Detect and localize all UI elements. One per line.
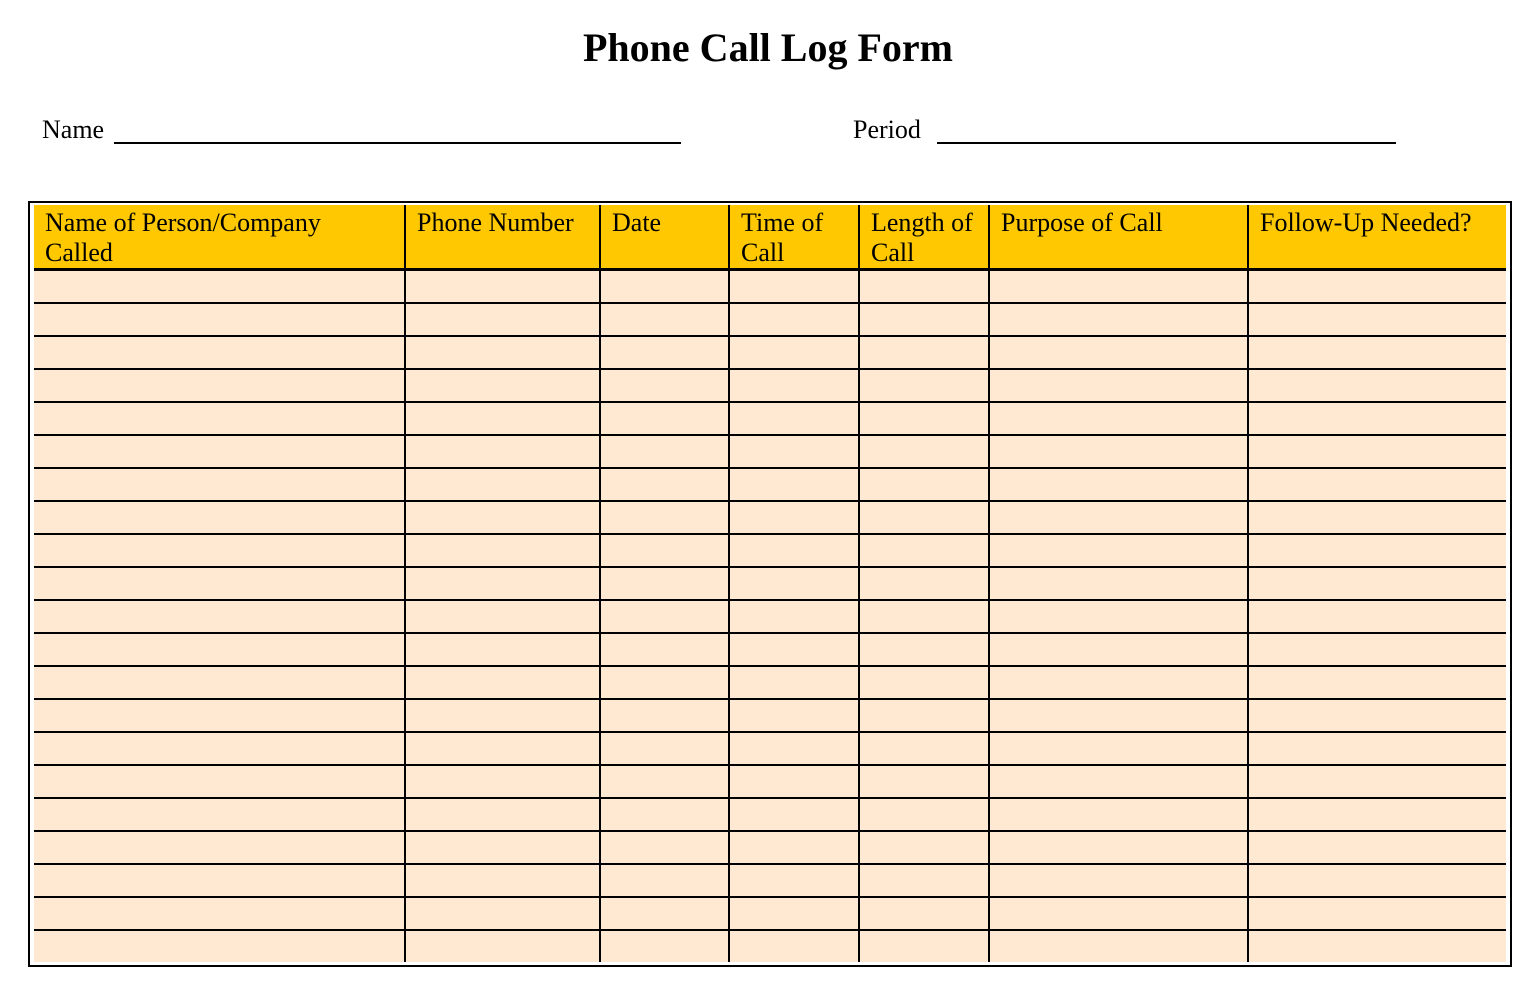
table-row bbox=[34, 666, 1506, 699]
table-cell[interactable] bbox=[405, 666, 600, 699]
table-cell[interactable] bbox=[34, 765, 405, 798]
table-row bbox=[34, 468, 1506, 501]
table-cell[interactable] bbox=[729, 534, 859, 567]
table-row bbox=[34, 534, 1506, 567]
table-cell[interactable] bbox=[729, 798, 859, 831]
table-cell[interactable] bbox=[1248, 336, 1506, 369]
table-row bbox=[34, 897, 1506, 930]
column-header-follow-up: Follow-Up Needed? bbox=[1248, 205, 1506, 270]
table-cell[interactable] bbox=[989, 501, 1248, 534]
table-cell[interactable] bbox=[1248, 930, 1506, 962]
column-header-length-of-call: Length of Call bbox=[859, 205, 989, 270]
table-cell[interactable] bbox=[729, 831, 859, 864]
table-cell[interactable] bbox=[1248, 864, 1506, 897]
table-cell[interactable] bbox=[1248, 435, 1506, 468]
table-cell[interactable] bbox=[34, 897, 405, 930]
column-header-name: Name of Person/Company Called bbox=[34, 205, 405, 270]
table-cell[interactable] bbox=[34, 699, 405, 732]
table-cell[interactable] bbox=[729, 897, 859, 930]
table-cell[interactable] bbox=[34, 732, 405, 765]
table-cell[interactable] bbox=[989, 435, 1248, 468]
table-cell[interactable] bbox=[729, 930, 859, 962]
table-cell[interactable] bbox=[859, 534, 989, 567]
table-cell[interactable] bbox=[989, 336, 1248, 369]
table-cell[interactable] bbox=[859, 435, 989, 468]
table-cell[interactable] bbox=[600, 435, 729, 468]
table-cell[interactable] bbox=[405, 369, 600, 402]
table-cell[interactable] bbox=[405, 468, 600, 501]
table-cell[interactable] bbox=[729, 303, 859, 336]
table-cell[interactable] bbox=[34, 666, 405, 699]
table-cell[interactable] bbox=[1248, 633, 1506, 666]
table-cell[interactable] bbox=[989, 666, 1248, 699]
table-cell[interactable] bbox=[405, 633, 600, 666]
table-cell[interactable] bbox=[989, 369, 1248, 402]
table-cell[interactable] bbox=[405, 831, 600, 864]
table-cell[interactable] bbox=[859, 897, 989, 930]
table-row bbox=[34, 402, 1506, 435]
table-cell[interactable] bbox=[405, 600, 600, 633]
table-cell[interactable] bbox=[989, 732, 1248, 765]
table-cell[interactable] bbox=[1248, 831, 1506, 864]
table-row bbox=[34, 501, 1506, 534]
table-row bbox=[34, 732, 1506, 765]
column-header-purpose-of-call: Purpose of Call bbox=[989, 205, 1248, 270]
table-row bbox=[34, 270, 1506, 304]
table-cell[interactable] bbox=[600, 732, 729, 765]
table-cell[interactable] bbox=[34, 435, 405, 468]
page-title: Phone Call Log Form bbox=[583, 25, 953, 70]
table-cell[interactable] bbox=[34, 831, 405, 864]
table-cell[interactable] bbox=[34, 534, 405, 567]
table-cell[interactable] bbox=[989, 303, 1248, 336]
table-cell[interactable] bbox=[1248, 666, 1506, 699]
table-cell[interactable] bbox=[34, 798, 405, 831]
table-cell[interactable] bbox=[405, 402, 600, 435]
table-cell[interactable] bbox=[859, 303, 989, 336]
table-cell[interactable] bbox=[600, 369, 729, 402]
table-cell[interactable] bbox=[600, 699, 729, 732]
table-cell[interactable] bbox=[989, 930, 1248, 962]
table-cell[interactable] bbox=[989, 765, 1248, 798]
table-row bbox=[34, 633, 1506, 666]
call-log-table bbox=[34, 205, 1506, 962]
table-cell[interactable] bbox=[729, 402, 859, 435]
table-cell[interactable] bbox=[600, 534, 729, 567]
table-cell[interactable] bbox=[34, 501, 405, 534]
table-row bbox=[34, 435, 1506, 468]
table-cell[interactable] bbox=[859, 699, 989, 732]
table-cell[interactable] bbox=[34, 600, 405, 633]
table-cell[interactable] bbox=[600, 402, 729, 435]
table-cell[interactable] bbox=[405, 798, 600, 831]
table-cell[interactable] bbox=[600, 567, 729, 600]
table-cell[interactable] bbox=[859, 600, 989, 633]
table-cell[interactable] bbox=[729, 600, 859, 633]
table-cell[interactable] bbox=[729, 699, 859, 732]
table-cell[interactable] bbox=[34, 369, 405, 402]
table-cell[interactable] bbox=[600, 930, 729, 962]
table-cell[interactable] bbox=[405, 270, 600, 304]
table-cell[interactable] bbox=[729, 765, 859, 798]
table-cell[interactable] bbox=[600, 864, 729, 897]
table-cell[interactable] bbox=[859, 402, 989, 435]
table-cell[interactable] bbox=[859, 270, 989, 304]
table-cell[interactable] bbox=[600, 633, 729, 666]
table-row bbox=[34, 930, 1506, 962]
table-cell[interactable] bbox=[405, 303, 600, 336]
table-cell[interactable] bbox=[859, 336, 989, 369]
table-cell[interactable] bbox=[405, 897, 600, 930]
table-cell[interactable] bbox=[405, 534, 600, 567]
call-log-table-frame bbox=[28, 201, 1512, 967]
table-cell[interactable] bbox=[405, 336, 600, 369]
table-cell[interactable] bbox=[600, 468, 729, 501]
table-cell[interactable] bbox=[405, 930, 600, 962]
table-row bbox=[34, 798, 1506, 831]
table-row bbox=[34, 303, 1506, 336]
table-cell[interactable] bbox=[859, 831, 989, 864]
table-row bbox=[34, 567, 1506, 600]
table-cell[interactable] bbox=[729, 435, 859, 468]
table-cell[interactable] bbox=[1248, 732, 1506, 765]
table-cell[interactable] bbox=[600, 600, 729, 633]
table-cell[interactable] bbox=[1248, 897, 1506, 930]
table-row bbox=[34, 336, 1506, 369]
table-cell[interactable] bbox=[729, 501, 859, 534]
name-label: Name bbox=[42, 115, 105, 144]
table-cell[interactable] bbox=[405, 567, 600, 600]
name-field[interactable] bbox=[114, 142, 681, 144]
table-cell[interactable] bbox=[729, 468, 859, 501]
table-body bbox=[34, 270, 1506, 963]
table-cell[interactable] bbox=[729, 270, 859, 304]
table-row bbox=[34, 864, 1506, 897]
table-cell[interactable] bbox=[989, 633, 1248, 666]
table-cell[interactable] bbox=[989, 567, 1248, 600]
table-cell[interactable] bbox=[1248, 798, 1506, 831]
table-cell[interactable] bbox=[989, 897, 1248, 930]
table-cell[interactable] bbox=[1248, 468, 1506, 501]
table-cell[interactable] bbox=[989, 402, 1248, 435]
column-header-date: Date bbox=[600, 205, 729, 270]
table-cell[interactable] bbox=[34, 633, 405, 666]
table-cell[interactable] bbox=[729, 336, 859, 369]
table-cell[interactable] bbox=[600, 501, 729, 534]
table-cell[interactable] bbox=[859, 369, 989, 402]
table-cell[interactable] bbox=[859, 501, 989, 534]
table-cell[interactable] bbox=[729, 567, 859, 600]
table-row bbox=[34, 600, 1506, 633]
table-cell[interactable] bbox=[989, 270, 1248, 304]
table-cell[interactable] bbox=[34, 402, 405, 435]
table-cell[interactable] bbox=[729, 633, 859, 666]
table-cell[interactable] bbox=[729, 732, 859, 765]
table-cell[interactable] bbox=[34, 468, 405, 501]
table-cell[interactable] bbox=[989, 600, 1248, 633]
table-cell[interactable] bbox=[1248, 567, 1506, 600]
table-cell[interactable] bbox=[989, 864, 1248, 897]
table-cell[interactable] bbox=[859, 765, 989, 798]
table-cell[interactable] bbox=[600, 303, 729, 336]
table-cell[interactable] bbox=[729, 369, 859, 402]
table-row bbox=[34, 369, 1506, 402]
table-cell[interactable] bbox=[859, 666, 989, 699]
table-cell[interactable] bbox=[1248, 501, 1506, 534]
table-cell[interactable] bbox=[405, 864, 600, 897]
table-cell[interactable] bbox=[989, 831, 1248, 864]
table-cell[interactable] bbox=[34, 336, 405, 369]
table-cell[interactable] bbox=[729, 864, 859, 897]
table-cell[interactable] bbox=[989, 699, 1248, 732]
table-cell[interactable] bbox=[405, 699, 600, 732]
table-cell[interactable] bbox=[1248, 765, 1506, 798]
table-cell[interactable] bbox=[1248, 699, 1506, 732]
table-cell[interactable] bbox=[1248, 303, 1506, 336]
table-cell[interactable] bbox=[34, 270, 405, 304]
table-cell[interactable] bbox=[1248, 600, 1506, 633]
table-cell[interactable] bbox=[34, 930, 405, 962]
table-cell[interactable] bbox=[34, 567, 405, 600]
table-cell[interactable] bbox=[859, 930, 989, 962]
table-cell[interactable] bbox=[1248, 402, 1506, 435]
table-cell[interactable] bbox=[405, 732, 600, 765]
table-cell[interactable] bbox=[600, 798, 729, 831]
table-cell[interactable] bbox=[405, 501, 600, 534]
column-header-time-of-call: Time of Call bbox=[729, 205, 859, 270]
table-cell[interactable] bbox=[600, 831, 729, 864]
table-cell[interactable] bbox=[859, 468, 989, 501]
table-cell[interactable] bbox=[600, 666, 729, 699]
table-cell[interactable] bbox=[989, 798, 1248, 831]
table-row bbox=[34, 765, 1506, 798]
table-cell[interactable] bbox=[600, 270, 729, 304]
table-cell[interactable] bbox=[729, 666, 859, 699]
table-cell[interactable] bbox=[859, 864, 989, 897]
table-cell[interactable] bbox=[859, 567, 989, 600]
table-cell[interactable] bbox=[989, 534, 1248, 567]
table-cell[interactable] bbox=[34, 303, 405, 336]
table-row bbox=[34, 831, 1506, 864]
period-field[interactable] bbox=[937, 142, 1396, 144]
table-cell[interactable] bbox=[1248, 534, 1506, 567]
table-cell[interactable] bbox=[859, 798, 989, 831]
table-row bbox=[34, 699, 1506, 732]
period-label: Period bbox=[853, 115, 921, 144]
table-cell[interactable] bbox=[600, 765, 729, 798]
table-cell[interactable] bbox=[1248, 270, 1506, 304]
table-cell[interactable] bbox=[405, 435, 600, 468]
table-cell[interactable] bbox=[859, 633, 989, 666]
table-cell[interactable] bbox=[600, 897, 729, 930]
table-cell[interactable] bbox=[34, 864, 405, 897]
column-header-phone-number: Phone Number bbox=[405, 205, 600, 270]
table-cell[interactable] bbox=[989, 468, 1248, 501]
header-row bbox=[34, 205, 1506, 270]
table-cell[interactable] bbox=[1248, 369, 1506, 402]
table-cell[interactable] bbox=[859, 732, 989, 765]
table-cell[interactable] bbox=[405, 765, 600, 798]
table-cell[interactable] bbox=[600, 336, 729, 369]
